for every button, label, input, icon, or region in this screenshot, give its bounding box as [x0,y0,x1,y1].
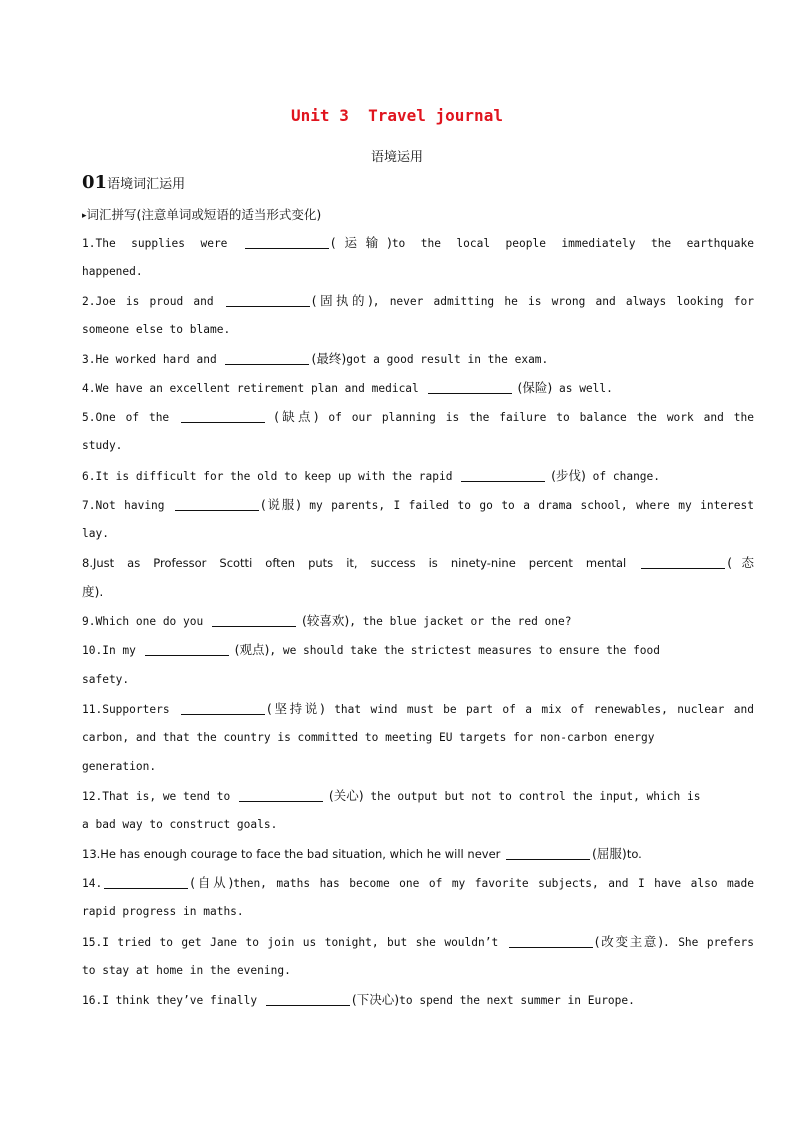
answer-blank[interactable] [509,935,593,948]
answer-blank[interactable] [506,847,590,860]
answer-blank[interactable] [181,702,265,715]
list-item: 4.We have an excellent retirement plan and medical (保险) as well. [82,380,613,395]
triangle-marker-icon: ▸ [82,211,87,221]
list-item: 3.He worked hard and (最终)got a good result in the exam. [82,351,549,366]
instruction-text: 词汇拼写(注意单词或短语的适当形式变化) [86,207,322,222]
answer-blank[interactable] [226,294,310,307]
list-item-continuation: 度). [82,584,104,599]
answer-blank[interactable] [181,410,265,423]
answer-blank[interactable] [175,498,259,511]
list-item: 8.Just as Professor Scotti often puts it, success is ninety-nine percent mental (态 [82,555,754,570]
list-item-continuation: rapid progress in maths. [82,905,244,918]
list-item: 10.In my (观点), we should take the strictest measures to ensure the food [82,642,661,657]
instruction [82,205,321,223]
answer-blank[interactable] [461,469,545,482]
list-item-continuation: carbon, and that the country is committed to meeting EU targets for non-carbon energy [82,731,655,744]
answer-blank[interactable] [212,614,296,627]
list-item: 15.I tried to get Jane to join us tonight, but she wouldn’t (改变主意). She prefers [82,934,754,949]
list-item-continuation: lay. [82,527,109,540]
list-item-continuation: to stay at home in the evening. [82,964,291,977]
answer-blank[interactable] [266,993,350,1006]
page-title: Unit 3 Travel journal [291,106,503,125]
answer-blank[interactable] [104,876,188,889]
answer-blank[interactable] [245,236,329,249]
list-item-continuation: a bad way to construct goals. [82,818,278,831]
list-item: 9.Which one do you (较喜欢), the blue jacket or the red one? [82,613,572,628]
list-item: 13.He has enough courage to face the bad situation, which he will never (屈服)to. [82,846,642,861]
section-number: 01 [82,172,108,193]
list-item: 12.That is, we tend to (关心) the output but not to control the input, which is [82,788,701,803]
list-item: 5.One of the (缺点) of our planning is the failure to balance the work and the [82,409,754,424]
section-heading [82,172,185,193]
list-item: 6.It is difficult for the old to keep up with the rapid (步伐) of change. [82,468,661,483]
list-item: 11.Supporters (坚持说) that wind must be part of a mix of renewables, nuclear and [82,701,754,716]
list-item: 7.Not having (说服) my parents, I failed to go to a drama school, where my interest [82,497,754,512]
list-item-continuation: someone else to blame. [82,323,231,336]
section-label: 语境词汇运用 [107,177,186,192]
answer-blank[interactable] [239,789,323,802]
list-item: 16.I think they’ve finally (下决心)to spend the next summer in Europe. [82,992,635,1007]
list-item-continuation: study. [82,439,123,452]
list-item: 14. (自从)then, maths has become one of my favorite subjects, and I have also made [82,875,754,890]
list-item-continuation: happened. [82,265,143,278]
answer-blank[interactable] [145,643,229,656]
answer-blank[interactable] [225,352,309,365]
list-item: 2.Joe is proud and (固执的), never admitting he is wrong and always looking for [82,293,754,308]
list-item-continuation: safety. [82,673,130,686]
answer-blank[interactable] [641,556,725,569]
page-subtitle: 语境运用 [370,150,423,165]
list-item-continuation: generation. [82,760,157,773]
answer-blank[interactable] [428,381,512,394]
list-item: 1.The supplies were (运输)to the local people immediately the earthquake [82,235,754,250]
